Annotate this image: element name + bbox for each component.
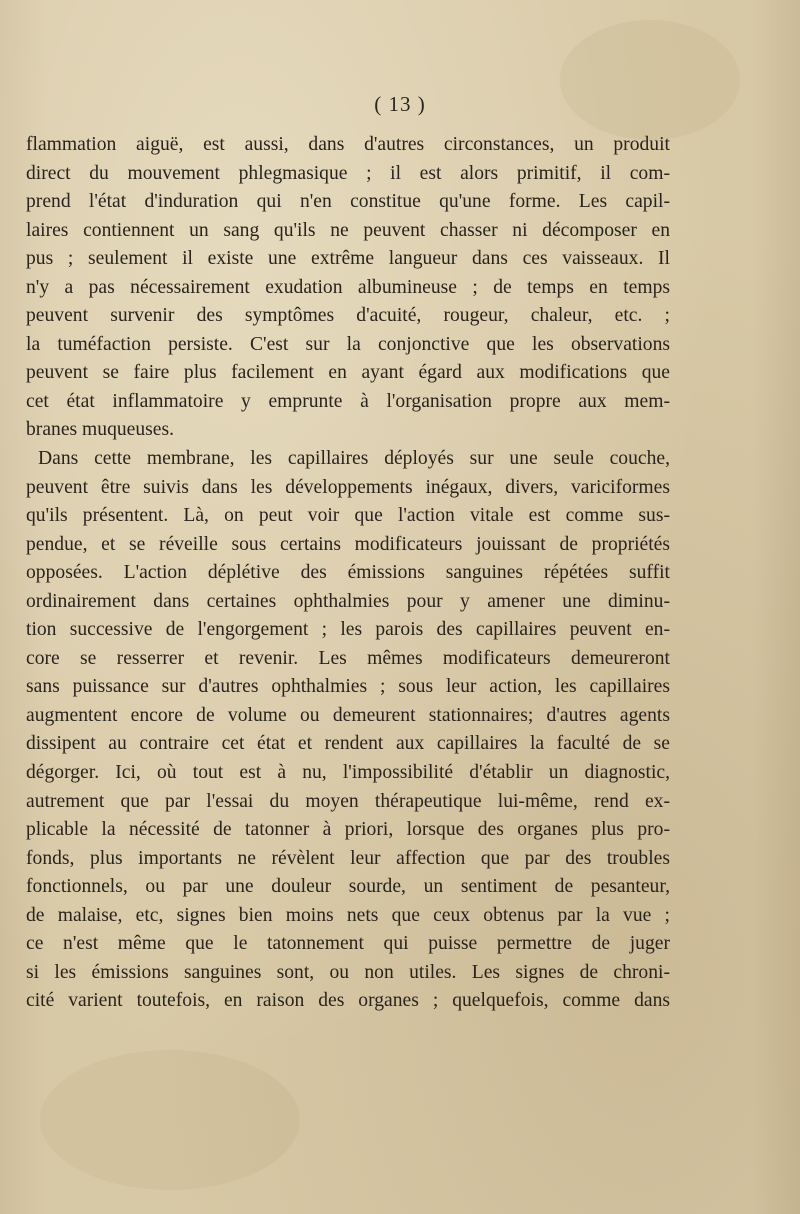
text-line: augmentent encore de volume ou demeurent stationnaires; d'autres agents bbox=[26, 704, 670, 726]
text-line: ordinairement dans certaines ophthalmies pour y amener une diminu- bbox=[26, 590, 670, 612]
body-text bbox=[26, 131, 670, 1016]
text-line: fonds, plus importants ne révèlent leur affection que par des troubles bbox=[26, 847, 670, 869]
text-line: cet état inflammatoire y emprunte à l'organisation propre aux mem- bbox=[26, 390, 670, 412]
text-line: tion successive de l'engorgement ; les parois des capillaires peuvent en- bbox=[26, 619, 670, 641]
text-line: cité varient toutefois, en raison des organes ; quelquefois, comme dans bbox=[26, 990, 670, 1012]
text-line: flammation aiguë, est aussi, dans d'autres circonstances, un produit bbox=[26, 134, 670, 155]
text-line: fonctionnels, ou par une douleur sourde, un sentiment de pesanteur, bbox=[26, 876, 670, 898]
text-line: peuvent être suivis dans les développements inégaux, divers, variciformes bbox=[26, 476, 670, 498]
text-line: peuvent se faire plus facilement en ayant égard aux modifications que bbox=[26, 362, 670, 384]
text-line: opposées. L'action déplétive des émissions sanguines répétées suffit bbox=[26, 562, 670, 584]
text-line: plicable la nécessité de tatonner à priori, lorsque des organes plus pro- bbox=[26, 819, 670, 841]
text-line: peuvent survenir des symptômes d'acuité, rougeur, chaleur, etc. ; bbox=[26, 305, 670, 327]
text-line: ce n'est même que le tatonnement qui puisse permettre de juger bbox=[26, 933, 670, 955]
paper-stain bbox=[560, 20, 740, 140]
text-line: de malaise, etc, signes bien moins nets que ceux obtenus par la vue ; bbox=[26, 904, 670, 926]
text-line: qu'ils présentent. Là, on peut voir que l'action vitale est comme sus- bbox=[26, 505, 670, 527]
text-line: n'y a pas nécessairement exudation albumineuse ; de temps en temps bbox=[26, 276, 670, 298]
text-line: la tuméfaction persiste. C'est sur la conjonctive que les observations bbox=[26, 333, 670, 355]
text-line: prend l'état d'induration qui n'en constitue qu'une forme. Les capil- bbox=[26, 191, 670, 213]
page-number: ( 13 ) bbox=[374, 92, 426, 116]
text-line: direct du mouvement phlegmasique ; il est alors primitif, il com- bbox=[26, 162, 670, 184]
text-line: autrement que par l'essai du moyen thérapeutique lui-même, rend ex- bbox=[26, 790, 670, 812]
paper-stain bbox=[40, 1050, 300, 1190]
text-line: core se resserrer et revenir. Les mêmes modificateurs demeureront bbox=[26, 647, 670, 669]
text-line: pus ; seulement il existe une extrême langueur dans ces vaisseaux. Il bbox=[26, 248, 670, 270]
text-line: si les émissions sanguines sont, ou non utiles. Les signes de chroni- bbox=[26, 961, 670, 983]
text-line: dégorger. Ici, où tout est à nu, l'impossibilité d'établir un diagnostic, bbox=[26, 762, 670, 784]
text-line: laires contiennent un sang qu'ils ne peuvent chasser ni décomposer en bbox=[26, 219, 670, 241]
text-line: branes muqueuses. bbox=[26, 419, 175, 441]
text-line: Dans cette membrane, les capillaires déployés sur une seule couche, bbox=[38, 448, 670, 470]
text-line: dissipent au contraire cet état et rendent aux capillaires la faculté de se bbox=[26, 733, 670, 755]
text-line: pendue, et se réveille sous certains modificateurs jouissant de propriétés bbox=[26, 533, 670, 555]
text-line: sans puissance sur d'autres ophthalmies ; sous leur action, les capillaires bbox=[26, 676, 670, 698]
